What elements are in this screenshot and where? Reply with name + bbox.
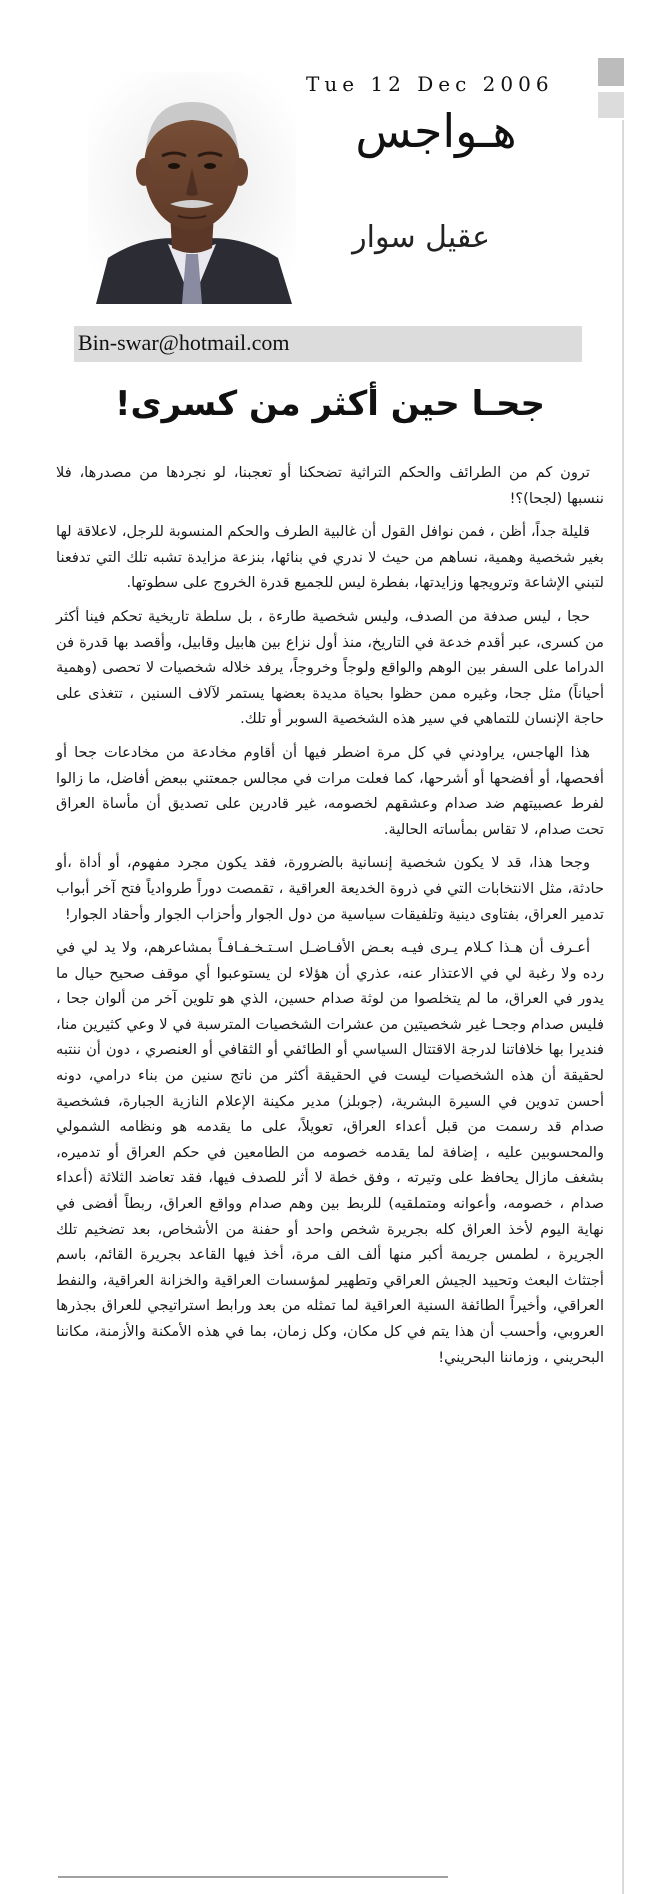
author-name: عقيل سوار (352, 220, 490, 255)
scrollbar-segment[interactable] (598, 92, 624, 118)
paragraph: قليلة جداً، أظن ، فمن نوافل القول أن غالبية الطرف والحكم المنسوبة للرجل، لاعلاقة لها بغير شخصية وهمية، نساهم من حيث لا ندري في بنائها، بنزعة مزايدة تشبه تلك التي تدفعنا لتبني الإشاعة وترويجها وزايدتها، بفطرة ليس للجميع قدرة الخروج على سطوتها. (56, 523, 604, 592)
scrollbar-thumb[interactable] (598, 58, 624, 86)
author-portrait (88, 72, 296, 304)
scrollbar-rail (622, 120, 624, 1894)
divider (58, 1876, 448, 1878)
paragraph: ترون كم من الطرائف والحكم التراثية تضحكنا أو تعجبنا، لو نجردها من مصدرها، فلا ننسبها (لجحا)؟! (56, 464, 604, 507)
author-email-link[interactable]: Bin-swar@hotmail.com (78, 330, 290, 355)
publish-date: Tue 12 Dec 2006 (306, 72, 554, 96)
paragraph: أعـرف أن هـذا كـلام يـرى فيـه بعـض الأفـاضـل اسـتـخـفـافـاً بمشاعرهم، ولا يد لي في رده ولا رغبة لي في الاعتذار عنه، عذري أن هؤلاء لن يستوعبوا أي موقف صحيح حيال ما يدور في العراق، ما لم يتخلصوا من لوثة صدام حسين، الذي هو تلوين آخر من ألوان جحا ، فليس صدام وجحـا غير شخصيتين من عشرات الشخصيات المترسبة في لا وعي كثيرين منا، فنديرا بها خلافاتنا لدرجة الاقتتال السياسي أو الطائفي أو الثقافي أو العنصري ، دون أن ننتبه لحقيقة أن هذه الشخصيات ليست في الحقيقة أكثر من ناتج سنين من بناء درامي، دونه أحسن تدوين في السيرة البشرية، (جوبلز) مدير مكينة الإعلام النازية الجبارة، فشخصية صدام قد رسمت من قبل أعداء العراق، تعويلاً، على ما يقدمه هو ونظامه الشمولي والمحسوبين عليه ، إضافة لما يقدمه خصومه من الطامعين في حكم العراق أو تدميره، بشغف مازال يحافظ على وتيرته ، وفق خطة لا أثر للصدف فيها، فقد تعاضد الثلاثة (أعداء صدام ، خصومه، وأعوانه ومتملقيه) للربط بين وهم صدام وواقع العراق، ربطاً أفضى في نهاية اليوم لأخذ العراق كله بجريرة شخص واحد أو حفنة من الأشخاص، بعد تضخيم تلك الجريرة ، لطمس جريمة أكبر منها ألف الف مرة، أخذ فيها القاعد بجريرة القائم، باسم أجتثاث البعث وتحييد الجيش العراقي وتطهير لمؤسسات العراقية والخزانة العراقية، والنفط العراقي، وأخيراً الطائفة السنية العراقية لما تمثله من بعد ورابط استراتيجي للعراق بجذرها العروبي، وأحسب أن هذا يتم في كل مكان، وكل زمان، بما في هذه الأمكنة والأزمنة، مكاننا البحريني ، وزماننا البحريني! (56, 939, 604, 1366)
paragraph: وجحا هذا، قد لا يكون شخصية إنسانية بالضرورة، فقد يكون مجرد مفهوم، أو أداة ،أو حادثة، مثل الانتخابات التي في ذروة الخديعة العراقية ، تقمصت دوراً طروادياً فتح آخر أبواب تدمير العراق، بفتاوى دينية وتلفيقات سياسية من دول الجوار وأحزاب الجوار وأحقاد الجوار! (56, 854, 604, 923)
article-body (56, 460, 604, 1378)
paragraph: هذا الهاجس، يراودني في كل مرة اضطر فيها أن أقاوم مخادعة من مخادعات جحا أو أفحصها، أو أفضحها أو أشرحها، كما فعلت مرات في مجالس جمعتني ببعض أفاضل، ما زالوا لفرط عصبيتهم ضد صدام وعشقهم لخصومه، غير قادرين على تصديق أن مأساة العراق تحت صدام، لا تقاس بمأساته الحالية. (56, 743, 604, 838)
article-headline: جحـا حين أكثر من كسرى! (114, 384, 545, 424)
paragraph: حجا ، ليس صدفة من الصدف، وليس شخصية طارءة ، بل سلطة تاريخية تحكم فينا أكثر من كسرى، عبر أقدم خدعة في التاريخ، منذ أول نزاع بين هابيل وقابيل، وأقصد بها قدرة فن الدراما على السفر بين الوهم والواقع ولوجاً وخروجاً، يرفد خلاله شخصيات لا تحصى (وهمية أحياناً) مثل جحا، وغيره ممن حظوا بحياة مديدة بعضها يستمر لآلاف السنين ، تتغذى على حاجة الإنسان للتماهي في سير هذه الشخصية السوبر أو تلك. (56, 607, 604, 728)
scrollbar-track[interactable] (610, 0, 666, 1894)
column-title: هـواجس (355, 104, 517, 158)
